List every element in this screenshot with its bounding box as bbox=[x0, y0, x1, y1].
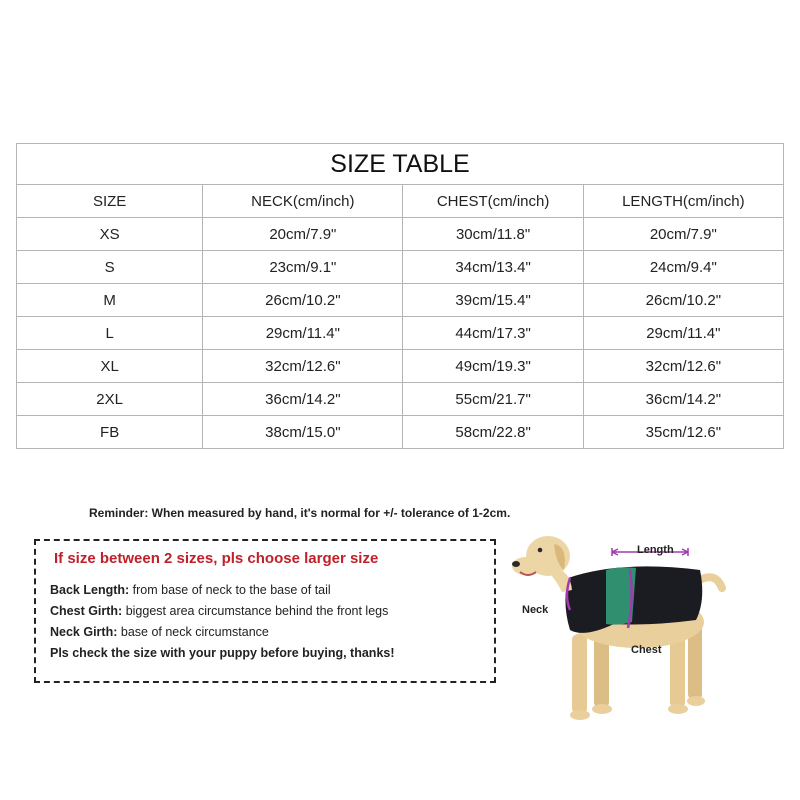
neck-cell: 20cm/7.9" bbox=[203, 218, 403, 251]
table-row bbox=[17, 350, 784, 383]
size-cell: S bbox=[17, 251, 203, 284]
table-row bbox=[17, 251, 784, 284]
neck-cell: 36cm/14.2" bbox=[203, 383, 403, 416]
table-row bbox=[17, 317, 784, 350]
header-length: LENGTH(cm/inch) bbox=[583, 185, 783, 218]
length-cell: 36cm/14.2" bbox=[583, 383, 783, 416]
size-cell: L bbox=[17, 317, 203, 350]
size-notes-box bbox=[34, 539, 496, 683]
length-cell: 29cm/11.4" bbox=[583, 317, 783, 350]
chest-cell: 49cm/19.3" bbox=[403, 350, 583, 383]
neck-cell: 32cm/12.6" bbox=[203, 350, 403, 383]
neck-girth-note bbox=[50, 625, 269, 639]
tolerance-reminder: Reminder: When measured by hand, it's normal for +/- tolerance of 1-2cm. bbox=[89, 506, 511, 520]
chest-label: Chest bbox=[631, 644, 662, 656]
length-cell: 35cm/12.6" bbox=[583, 416, 783, 449]
size-cell: XS bbox=[17, 218, 203, 251]
table-row bbox=[17, 416, 784, 449]
table-title-row bbox=[17, 144, 784, 185]
header-chest: CHEST(cm/inch) bbox=[403, 185, 583, 218]
chest-cell: 44cm/17.3" bbox=[403, 317, 583, 350]
chest-girth-label: Chest Girth: bbox=[50, 604, 123, 618]
neck-girth-text: base of neck circumstance bbox=[117, 625, 269, 639]
size-cell: M bbox=[17, 284, 203, 317]
check-size-note: Pls check the size with your puppy before buying, thanks! bbox=[50, 646, 395, 660]
larger-size-advice: If size between 2 sizes, pls choose larger size bbox=[54, 550, 379, 567]
table-row bbox=[17, 284, 784, 317]
size-cell: FB bbox=[17, 416, 203, 449]
header-neck: NECK(cm/inch) bbox=[203, 185, 403, 218]
chest-cell: 58cm/22.8" bbox=[403, 416, 583, 449]
neck-label: Neck bbox=[522, 604, 549, 616]
back-length-note bbox=[50, 583, 331, 597]
chest-cell: 34cm/13.4" bbox=[403, 251, 583, 284]
header-size: SIZE bbox=[17, 185, 203, 218]
table-header-row bbox=[17, 185, 784, 218]
dog-measurement-diagram bbox=[510, 530, 730, 725]
back-length-label: Back Length: bbox=[50, 583, 130, 597]
chest-girth-note bbox=[50, 604, 388, 618]
size-cell: XL bbox=[17, 350, 203, 383]
length-cell: 20cm/7.9" bbox=[583, 218, 783, 251]
chest-girth-text: biggest area circumstance behind the front legs bbox=[122, 604, 389, 618]
table-row bbox=[17, 383, 784, 416]
neck-cell: 38cm/15.0" bbox=[203, 416, 403, 449]
neck-cell: 29cm/11.4" bbox=[203, 317, 403, 350]
neck-cell: 23cm/9.1" bbox=[203, 251, 403, 284]
neck-girth-label: Neck Girth: bbox=[50, 625, 118, 639]
length-cell: 32cm/12.6" bbox=[583, 350, 783, 383]
length-cell: 24cm/9.4" bbox=[583, 251, 783, 284]
chest-cell: 39cm/15.4" bbox=[403, 284, 583, 317]
chest-cell: 30cm/11.8" bbox=[403, 218, 583, 251]
neck-cell: 26cm/10.2" bbox=[203, 284, 403, 317]
table-title: SIZE TABLE bbox=[17, 144, 784, 185]
size-cell: 2XL bbox=[17, 383, 203, 416]
length-label: Length bbox=[637, 544, 674, 556]
chest-cell: 55cm/21.7" bbox=[403, 383, 583, 416]
table-row bbox=[17, 218, 784, 251]
back-length-text: from base of neck to the base of tail bbox=[129, 583, 331, 597]
size-table bbox=[16, 143, 784, 449]
length-cell: 26cm/10.2" bbox=[583, 284, 783, 317]
dog-in-coat-illustration bbox=[510, 530, 730, 725]
